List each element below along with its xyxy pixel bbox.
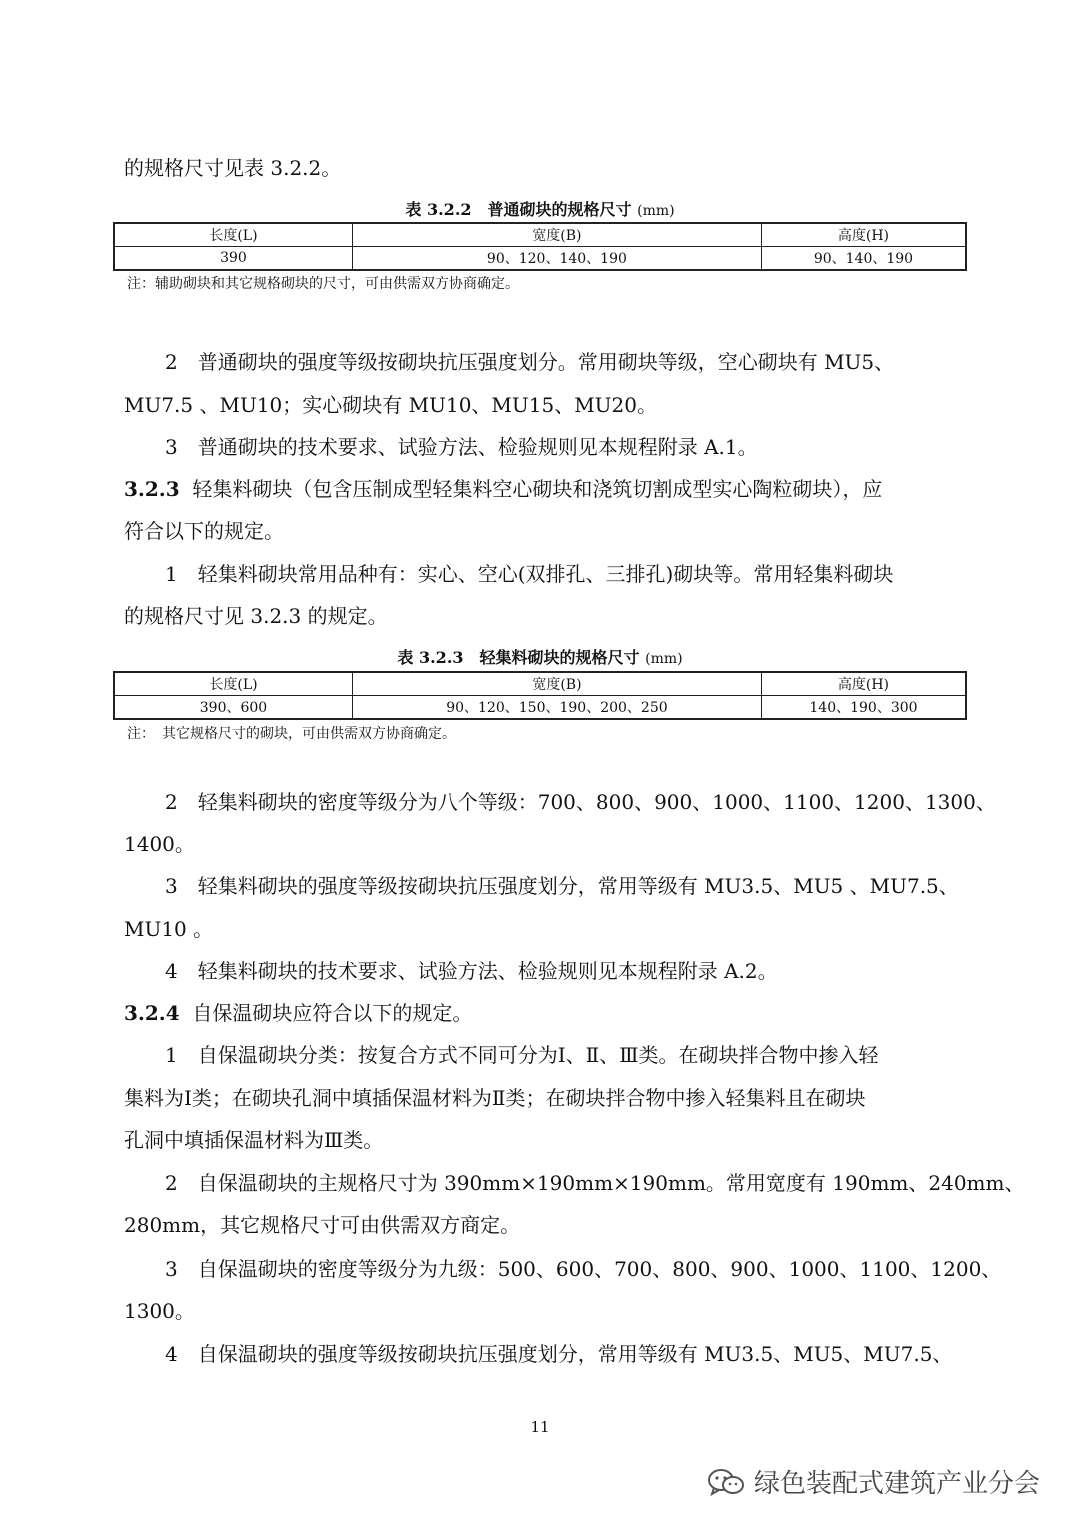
header-width: 宽度(B) (352, 672, 761, 696)
table-header-row (114, 672, 966, 696)
section-324-heading (124, 1001, 472, 1025)
header-length: 长度(L) (114, 223, 352, 247)
table-caption-323 (0, 648, 1080, 669)
table-row (114, 247, 966, 271)
paragraph-324-1c: 孔洞中填插保温材料为Ⅲ类。 (124, 1128, 384, 1152)
paragraph-intro: 的规格尺寸见表 3.2.2。 (124, 156, 342, 180)
cell-width: 90、120、150、190、200、250 (352, 696, 761, 720)
paragraph-323-3b: MU10 。 (124, 917, 214, 941)
paragraph-322-3: 3 普通砌块的技术要求、试验方法、检验规则见本规程附录 A.1。 (165, 435, 758, 459)
table-note-322: 注：辅助砌块和其它规格砌块的尺寸，可由供需双方协商确定。 (127, 276, 519, 292)
table-note-323: 注： 其它规格尺寸的砌块，可由供需双方协商确定。 (127, 726, 456, 742)
spec-table-322 (113, 222, 967, 271)
paragraph-324-2a: 2 自保温砌块的主规格尺寸为 390mm×190mm×190mm。常用宽度有 190mm、240mm、 (165, 1171, 1025, 1195)
paragraph-323-3a: 3 轻集料砌块的强度等级按砌块抗压强度划分，常用等级有 MU3.5、MU5 、MU7.5、 (165, 874, 959, 898)
watermark (706, 1463, 1040, 1500)
section-323-heading (124, 477, 882, 501)
caption-text: 表 3.2.3 轻集料砌块的规格尺寸 (397, 648, 640, 667)
paragraph-322-2b: MU7.5 、MU10；实心砌块有 MU10、MU15、MU20。 (124, 393, 657, 417)
paragraph-323-2a: 2 轻集料砌块的密度等级分为八个等级：700、800、900、1000、1100、1200、1300、 (165, 790, 996, 814)
caption-unit: (mm) (645, 651, 683, 667)
paragraph-323-4: 4 轻集料砌块的技术要求、试验方法、检验规则见本规程附录 A.2。 (165, 959, 778, 983)
section-heading-text: 轻集料砌块（包含压制成型轻集料空心砌块和浇筑切割成型实心陶粒砌块），应 (192, 477, 883, 501)
header-length: 长度(L) (114, 672, 352, 696)
cell-width: 90、120、140、190 (352, 247, 761, 271)
spec-table-323 (113, 671, 967, 720)
caption-text: 表 3.2.2 普通砌块的规格尺寸 (405, 200, 632, 219)
paragraph-324-3b: 1300。 (124, 1299, 195, 1323)
cell-height: 90、140、190 (761, 247, 966, 271)
cell-height: 140、190、300 (761, 696, 966, 720)
header-width: 宽度(B) (352, 223, 761, 247)
header-height: 高度(H) (761, 223, 966, 247)
table-header-row (114, 223, 966, 247)
paragraph-324-4a: 4 自保温砌块的强度等级按砌块抗压强度划分，常用等级有 MU3.5、MU5、MU7.5、 (165, 1342, 953, 1366)
caption-unit: (mm) (637, 203, 675, 219)
table-row (114, 696, 966, 720)
paragraph-324-2b: 280mm，其它规格尺寸可由供需双方商定。 (124, 1213, 521, 1237)
paragraph-323-1b: 的规格尺寸见 3.2.3 的规定。 (124, 604, 388, 628)
table-caption-322 (0, 200, 1080, 221)
section-number: 3.2.4 (124, 1001, 180, 1025)
paragraph-324-1a: 1 自保温砌块分类：按复合方式不同可分为Ⅰ、Ⅱ、Ⅲ类。在砌块拌合物中掺入轻 (165, 1043, 879, 1067)
cell-length: 390 (114, 247, 352, 271)
wechat-icon (706, 1467, 746, 1497)
paragraph-324-3a: 3 自保温砌块的密度等级分为九级：500、600、700、800、900、1000、1100、1200、 (165, 1257, 1002, 1281)
watermark-text: 绿色装配式建筑产业分会 (754, 1469, 1041, 1499)
paragraph-323-2b: 1400。 (124, 832, 195, 856)
header-height: 高度(H) (761, 672, 966, 696)
page-number: 11 (530, 1418, 550, 1436)
cell-length: 390、600 (114, 696, 352, 720)
paragraph-322-2a: 2 普通砌块的强度等级按砌块抗压强度划分。常用砌块等级，空心砌块有 MU5、 (165, 350, 895, 374)
section-number: 3.2.3 (124, 477, 180, 501)
paragraph-324-1b: 集料为Ⅰ类；在砌块孔洞中填插保温材料为Ⅱ类；在砌块拌合物中掺入轻集料且在砌块 (124, 1086, 866, 1110)
paragraph-323-1a: 1 轻集料砌块常用品种有：实心、空心(双排孔、三排孔)砌块等。常用轻集料砌块 (165, 562, 894, 586)
section-heading-text: 自保温砌块应符合以下的规定。 (192, 1001, 473, 1025)
section-323-heading-cont: 符合以下的规定。 (124, 519, 284, 543)
